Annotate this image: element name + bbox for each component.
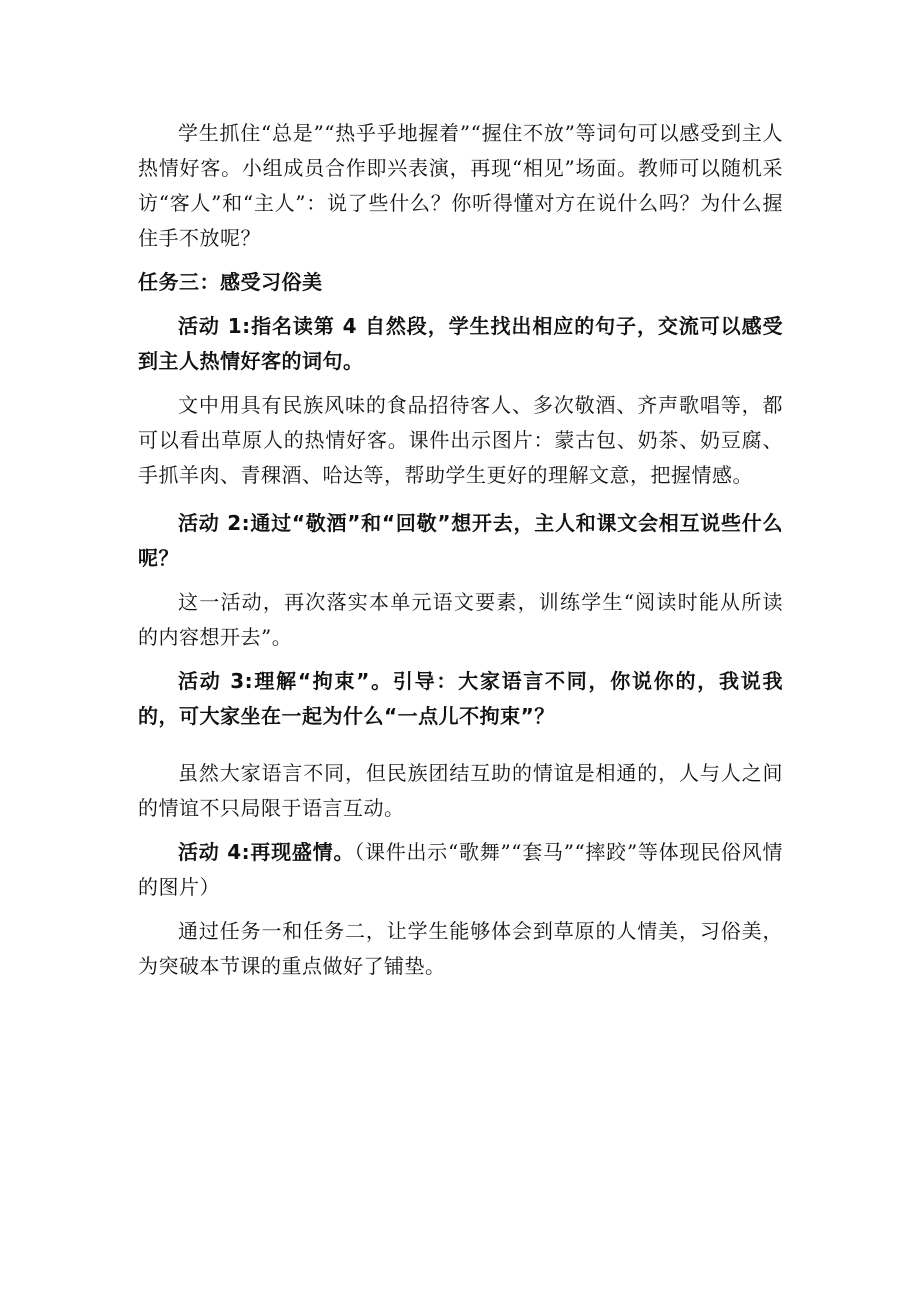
activity-two-heading: 活动 2:通过“敬酒”和“回敬”想开去，主人和课文会相互说些什么呢？	[138, 511, 783, 570]
paragraph-friendship: 虽然大家语言不同，但民族团结互助的情谊是相通的，人与人之间的情谊不只局限于语言互动。	[138, 761, 783, 820]
paragraph-handshake: 学生抓住“总是”“热乎乎地握着”“握住不放”等词句可以感受到主人热情好客。小组成员合作即兴表演，再现“相见”场面。教师可以随机采访“客人”和“主人”：说了些什么？你听得懂对方在说什么吗？为什么握住手不放呢？	[138, 121, 783, 250]
paragraph-ethnic-food: 文中用具有民族风味的食品招待客人、多次敬酒、齐声歌唱等，都可以看出草原人的热情好客。课件出示图片：蒙古包、奶茶、奶豆腐、手抓羊肉、青稞酒、哈达等，帮助学生更好的理解文意，把握情感。	[138, 393, 783, 487]
task-three-heading: 任务三：感受习俗美	[138, 270, 323, 294]
activity-four-heading: 活动 4:再现盛情。	[178, 840, 355, 864]
document-page	[138, 116, 783, 984]
paragraph-language-element: 这一活动，再次落实本单元语文要素，训练学生“阅读时能从所读的内容想开去”。	[138, 590, 783, 649]
activity-four-note: （课件出示“歌舞”“套马”“摔跤”等体现民俗风情的图片）	[138, 840, 783, 899]
activity-one-heading: 活动 1:指名读第 4 自然段，学生找出相应的句子，交流可以感受到主人热情好客的词句。	[138, 314, 783, 373]
activity-four-line	[138, 835, 783, 905]
activity-three-heading: 活动 3:理解“拘束”。引导：大家语言不同，你说你的，我说我的，可大家坐在一起为什么“一点儿不拘束”？	[138, 669, 783, 728]
paragraph-summary: 通过任务一和任务二，让学生能够体会到草原的人情美，习俗美，为突破本节课的重点做好了铺垫。	[138, 919, 783, 978]
